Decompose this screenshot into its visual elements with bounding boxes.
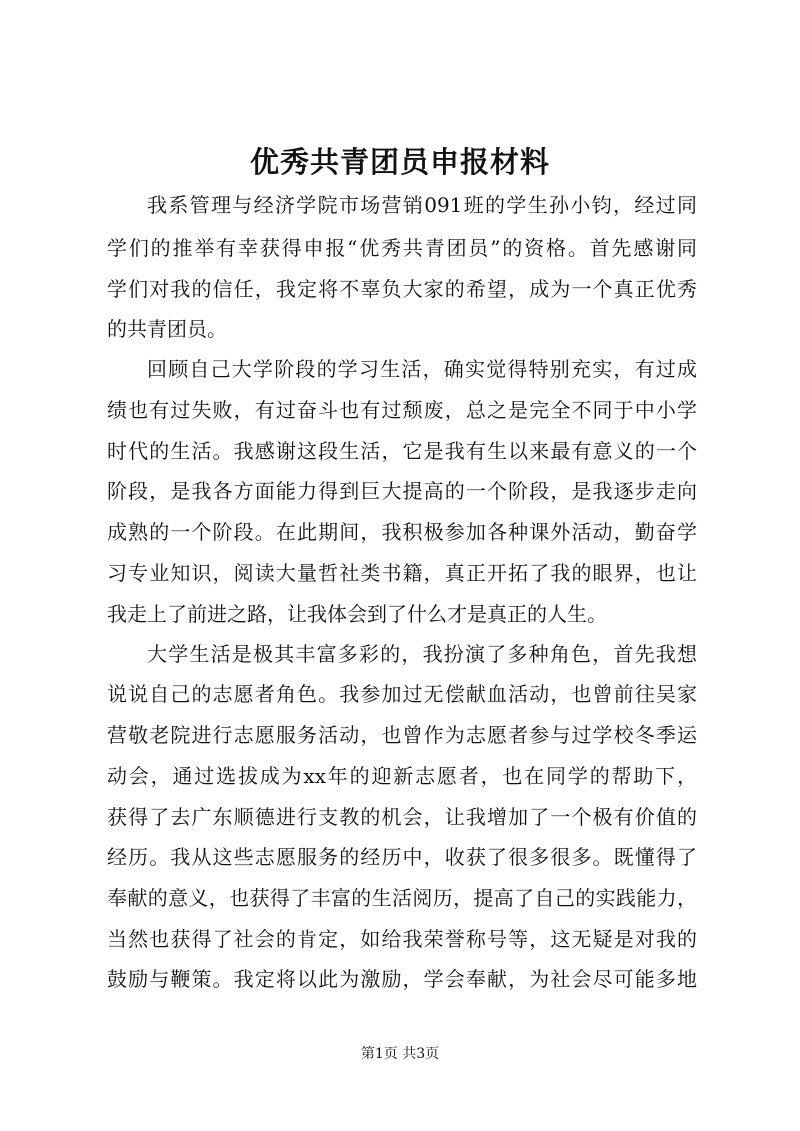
body-text-line: 获得了去广东顺德进行支教的机会，让我增加了一个极有价值的	[107, 805, 697, 829]
page-number-footer: 第1页 共3页	[360, 1046, 440, 1062]
body-text-line: 鼓励与鞭策。我定将以此为激励，学会奉献，为社会尽可能多地	[107, 967, 697, 991]
body-text-line: 当然也获得了社会的肯定，如给我荣誉称号等，这无疑是对我的	[107, 927, 697, 951]
body-text-line: 营敬老院进行志愿服务活动，也曾作为志愿者参与过学校冬季运	[107, 723, 697, 747]
body-text-line: 我走上了前进之路，让我体会到了什么才是真正的人生。	[107, 602, 607, 626]
body-text-line: 学们的推举有幸获得申报“优秀共青团员”的资格。首先感谢同	[107, 236, 697, 260]
body-text-line: 经历。我从这些志愿服务的经历中，收获了很多很多。既懂得了	[107, 845, 697, 869]
body-text-line: 奉献的意义，也获得了丰富的生活阅历，提高了自己的实践能力，	[107, 886, 697, 910]
body-text-line: 成熟的一个阶段。在此期间，我积极参加各种课外活动，勤奋学	[107, 520, 697, 544]
body-text-line: 动会，通过选拔成为xx年的迎新志愿者，也在同学的帮助下，	[107, 764, 697, 788]
body-text-line: 回顾自己大学阶段的学习生活，确实觉得特别充实，有过成	[147, 357, 697, 381]
body-text-line: 阶段，是我各方面能力得到巨大提高的一个阶段，是我逐步走向	[107, 479, 697, 503]
body-text-line: 绩也有过失败，有过奋斗也有过颓废，总之是完全不同于中小学	[107, 398, 697, 422]
body-text-line: 习专业知识，阅读大量哲社类书籍，真正开拓了我的眼界，也让	[107, 561, 697, 585]
body-text-line: 我系管理与经济学院市场营销091班的学生孙小钧，经过同	[147, 193, 697, 217]
body-text-line: 大学生活是极其丰富多彩的，我扮演了多种角色，首先我想	[147, 642, 697, 666]
body-text-line: 时代的生活。我感谢这段生活，它是我有生以来最有意义的一个	[107, 439, 697, 463]
document-title: 优秀共青团员申报材料	[249, 145, 550, 179]
body-text-line: 的共青团员。	[107, 317, 227, 341]
body-text-line: 学们对我的信任，我定将不辜负大家的希望，成为一个真正优秀	[107, 277, 697, 301]
body-text-line: 说说自己的志愿者角色。我参加过无偿献血活动，也曾前往吴家	[107, 682, 697, 706]
